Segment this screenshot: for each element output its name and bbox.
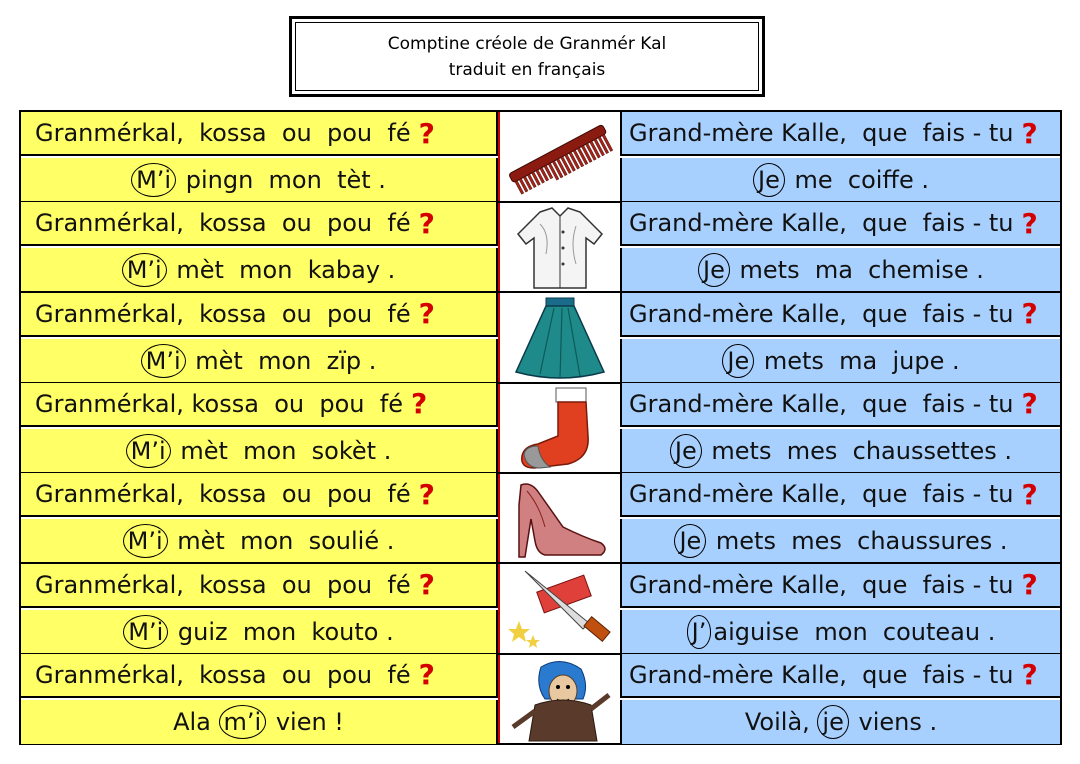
creole-answer <box>21 610 498 654</box>
circled-pronoun: Je <box>698 253 730 287</box>
circled-pronoun: M’i <box>123 615 168 649</box>
french-answer <box>620 610 1060 654</box>
french-question <box>620 473 1060 517</box>
circled-pronoun: M’i <box>126 434 171 468</box>
french-question-text: Grand-mère Kalle, que fais - tu <box>629 660 1014 689</box>
french-answer <box>620 429 1060 473</box>
title-box <box>289 16 765 97</box>
creole-question <box>21 383 498 427</box>
creole-question <box>21 654 498 698</box>
creole-question-text: Granmérkal, kossa ou pou fé <box>35 480 411 509</box>
question-mark: ? <box>418 206 435 240</box>
creole-question-text: Granmérkal, kossa ou pou fé <box>35 299 411 328</box>
creole-answer-text: guiz mon kouto . <box>170 617 394 646</box>
shirt-icon <box>499 202 620 293</box>
creole-question <box>21 293 498 337</box>
creole-question-text: Granmérkal, kossa ou pou fé <box>35 209 411 238</box>
knife-sharpening-icon <box>499 564 620 655</box>
creole-answer-text: mèt mon kabay . <box>168 256 396 285</box>
french-answer-text: aiguise mon couteau . <box>713 617 996 646</box>
question-mark: ? <box>418 658 435 692</box>
shoe-icon <box>499 473 620 564</box>
creole-answer <box>21 339 498 383</box>
circled-pronoun: Je <box>722 344 754 378</box>
question-mark: ? <box>1021 206 1038 240</box>
circled-pronoun: Je <box>674 524 706 558</box>
witch-icon <box>499 654 620 745</box>
creole-question <box>21 112 498 156</box>
creole-question <box>21 564 498 608</box>
question-mark: ? <box>1021 387 1038 421</box>
comb-icon <box>499 112 620 203</box>
table-row <box>21 473 1060 564</box>
french-answer-text: mets ma chemise . <box>731 256 984 285</box>
french-question-text: Grand-mère Kalle, que fais - tu <box>629 119 1014 147</box>
french-question-text: Grand-mère Kalle, que fais - tu <box>629 299 1014 328</box>
table-row <box>21 654 1060 745</box>
french-answer <box>620 700 1060 744</box>
question-mark: ? <box>418 116 435 150</box>
circled-pronoun: M’i <box>141 344 186 378</box>
creole-answer-text: mèt mon soulié . <box>169 527 395 556</box>
creole-question <box>21 202 498 246</box>
question-mark: ? <box>1021 477 1038 511</box>
circled-pronoun: M’i <box>131 163 176 197</box>
circled-pronoun: J’ <box>687 615 712 649</box>
creole-answer <box>21 248 498 292</box>
question-mark: ? <box>1021 568 1038 601</box>
circled-pronoun: Je <box>753 163 785 197</box>
creole-question-text: Granmérkal, kossa ou pou fé <box>35 119 411 147</box>
question-mark: ? <box>410 387 428 421</box>
french-answer-text: mets mes chaussures . <box>708 527 1008 556</box>
rhyme-table <box>19 110 1062 745</box>
french-answer <box>620 519 1060 563</box>
sock-icon <box>499 383 620 474</box>
question-mark: ? <box>418 297 435 331</box>
circled-pronoun: M’i <box>123 524 168 558</box>
table-row <box>21 202 1060 293</box>
french-question-text: Grand-mère Kalle, que fais - tu <box>629 480 1014 509</box>
french-question-text: Grand-mère Kalle, que fais - tu <box>629 389 1014 418</box>
french-answer <box>620 158 1060 202</box>
table-row <box>21 112 1060 203</box>
title-inner <box>295 22 759 91</box>
creole-answer-prefix: Ala <box>173 707 219 736</box>
french-answer-text: mets mes chaussettes . <box>703 436 1013 465</box>
table-row <box>21 383 1060 474</box>
circled-pronoun: Je <box>670 434 702 468</box>
creole-answer-text: vien ! <box>268 707 344 736</box>
creole-question <box>21 473 498 517</box>
french-answer-prefix: Voilà, <box>744 707 818 736</box>
table-row <box>21 293 1060 384</box>
title-line-2: traduit en français <box>448 59 606 80</box>
question-mark: ? <box>418 568 435 601</box>
french-answer <box>620 339 1060 383</box>
french-answer <box>620 248 1060 292</box>
creole-answer <box>21 158 498 202</box>
creole-answer <box>21 700 498 744</box>
creole-question-text: Granmérkal, kossa ou pou fé <box>35 570 411 599</box>
french-answer-text: viens . <box>850 707 938 736</box>
question-mark: ? <box>1021 297 1038 331</box>
french-answer-text: me coiffe . <box>786 166 929 194</box>
french-question-text: Grand-mère Kalle, que fais - tu <box>629 209 1014 238</box>
question-mark: ? <box>1021 658 1038 692</box>
creole-question-text: Granmérkal, kossa ou pou fé <box>35 660 411 689</box>
french-question <box>620 293 1060 337</box>
french-question <box>620 654 1060 698</box>
french-question-text: Grand-mère Kalle, que fais - tu <box>629 570 1014 599</box>
french-question <box>620 202 1060 246</box>
creole-answer-text: mèt mon zïp . <box>187 346 377 375</box>
creole-answer-text: mèt mon sokèt . <box>172 436 392 465</box>
french-question <box>620 564 1060 608</box>
title-line-1: Comptine créole de Granmér Kal <box>387 33 667 54</box>
french-question <box>620 112 1060 156</box>
circled-pronoun: je <box>817 705 848 739</box>
skirt-icon <box>499 293 620 384</box>
creole-question-text: Granmérkal, kossa ou pou fé <box>35 389 403 418</box>
table-row <box>21 564 1060 655</box>
french-question <box>620 383 1060 427</box>
question-mark: ? <box>1021 116 1038 150</box>
creole-answer <box>21 519 498 563</box>
circled-pronoun: m’i <box>219 705 267 739</box>
question-mark: ? <box>418 477 435 511</box>
french-answer-text: mets ma jupe . <box>756 346 960 375</box>
creole-answer-text: pingn mon tèt . <box>178 166 386 194</box>
circled-pronoun: M’i <box>122 253 167 287</box>
creole-answer <box>21 429 498 473</box>
